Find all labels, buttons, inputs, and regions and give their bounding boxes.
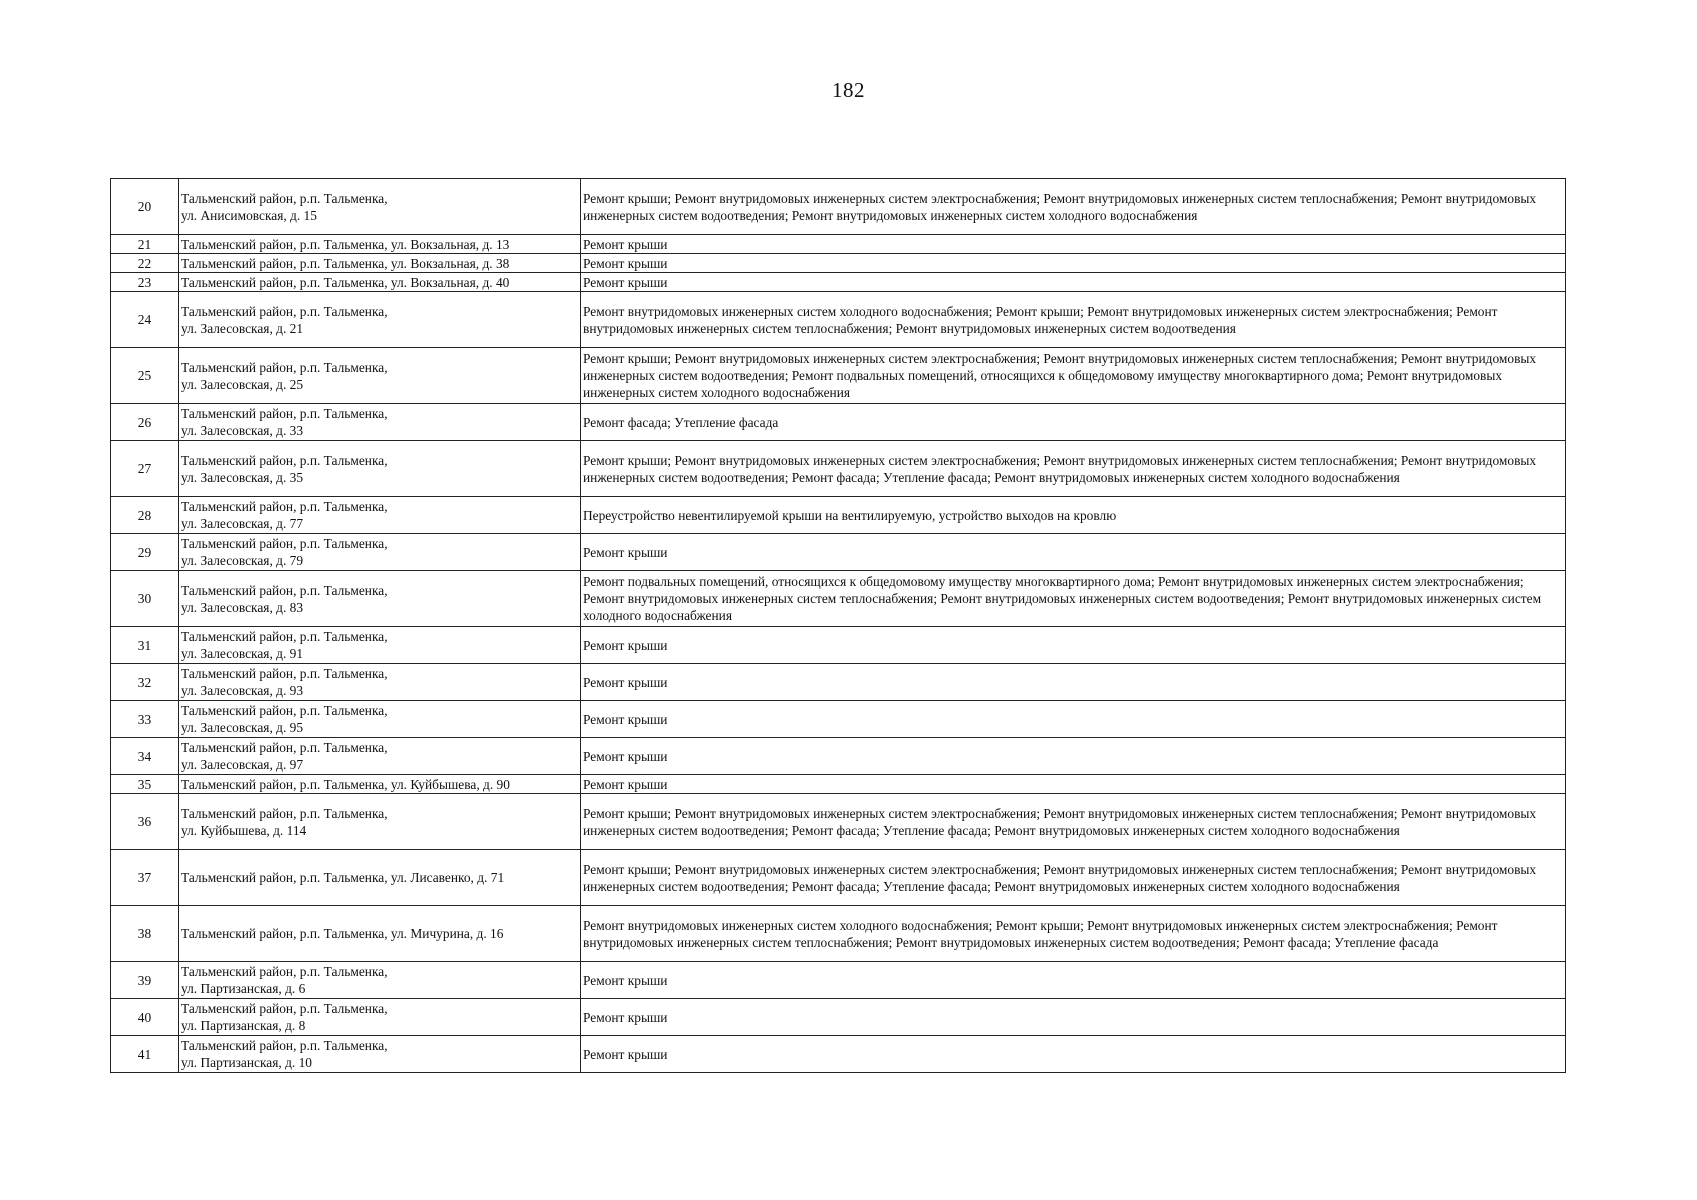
row-number: 34 bbox=[111, 738, 179, 775]
row-works: Ремонт крыши bbox=[581, 701, 1566, 738]
row-works: Ремонт крыши bbox=[581, 664, 1566, 701]
row-address: Тальменский район, р.п. Тальменка, ул. Залесовская, д. 83 bbox=[179, 571, 581, 627]
row-address: Тальменский район, р.п. Тальменка, ул. Залесовская, д. 97 bbox=[179, 738, 581, 775]
table-row bbox=[111, 179, 1566, 235]
row-number: 29 bbox=[111, 534, 179, 571]
row-number: 33 bbox=[111, 701, 179, 738]
row-works: Ремонт крыши bbox=[581, 254, 1566, 273]
row-number: 25 bbox=[111, 348, 179, 404]
row-number: 26 bbox=[111, 404, 179, 441]
row-address: Тальменский район, р.п. Тальменка, ул. Вокзальная, д. 40 bbox=[179, 273, 581, 292]
row-works: Ремонт крыши; Ремонт внутридомовых инженерных систем электроснабжения; Ремонт внутридомовых инженерных систем теплоснабжения; Ремонт внутридомовых инженерных систем водоотведения; Ремонт подвальных помещений, относящихся к общедомовому имуществу многоквартирного дома; Ремонт внутридомовых инженерных систем холодного водоснабжения bbox=[581, 348, 1566, 404]
table-row bbox=[111, 254, 1566, 273]
row-number: 40 bbox=[111, 999, 179, 1036]
row-address: Тальменский район, р.п. Тальменка, ул. Залесовская, д. 93 bbox=[179, 664, 581, 701]
row-address: Тальменский район, р.п. Тальменка, ул. Партизанская, д. 10 bbox=[179, 1036, 581, 1073]
row-works: Ремонт крыши bbox=[581, 999, 1566, 1036]
row-address: Тальменский район, р.п. Тальменка, ул. Куйбышева, д. 114 bbox=[179, 794, 581, 850]
row-number: 31 bbox=[111, 627, 179, 664]
row-address: Тальменский район, р.п. Тальменка, ул. Залесовская, д. 95 bbox=[179, 701, 581, 738]
repair-works-table bbox=[110, 178, 1566, 1073]
table-row bbox=[111, 292, 1566, 348]
row-number: 28 bbox=[111, 497, 179, 534]
row-number: 21 bbox=[111, 235, 179, 254]
row-works: Ремонт крыши bbox=[581, 534, 1566, 571]
row-works: Ремонт крыши; Ремонт внутридомовых инженерных систем электроснабжения; Ремонт внутридомовых инженерных систем теплоснабжения; Ремонт внутридомовых инженерных систем водоотведения; Ремонт фасада; Утепление фасада; Ремонт внутридомовых инженерных систем холодного водоснабжения bbox=[581, 850, 1566, 906]
row-address: Тальменский район, р.п. Тальменка, ул. Партизанская, д. 6 bbox=[179, 962, 581, 999]
row-address: Тальменский район, р.п. Тальменка, ул. Залесовская, д. 21 bbox=[179, 292, 581, 348]
table-row bbox=[111, 962, 1566, 999]
row-works: Ремонт крыши bbox=[581, 627, 1566, 664]
row-number: 41 bbox=[111, 1036, 179, 1073]
table-row bbox=[111, 627, 1566, 664]
row-works: Ремонт крыши bbox=[581, 273, 1566, 292]
table-row bbox=[111, 775, 1566, 794]
table-row bbox=[111, 273, 1566, 292]
row-address: Тальменский район, р.п. Тальменка, ул. Залесовская, д. 33 bbox=[179, 404, 581, 441]
row-works: Ремонт крыши bbox=[581, 962, 1566, 999]
row-address: Тальменский район, р.п. Тальменка, ул. Партизанская, д. 8 bbox=[179, 999, 581, 1036]
table-row bbox=[111, 441, 1566, 497]
table-row bbox=[111, 404, 1566, 441]
row-address: Тальменский район, р.п. Тальменка, ул. Лисавенко, д. 71 bbox=[179, 850, 581, 906]
row-number: 27 bbox=[111, 441, 179, 497]
table-row bbox=[111, 999, 1566, 1036]
table-row bbox=[111, 701, 1566, 738]
row-number: 36 bbox=[111, 794, 179, 850]
row-number: 35 bbox=[111, 775, 179, 794]
row-address: Тальменский район, р.п. Тальменка, ул. Вокзальная, д. 13 bbox=[179, 235, 581, 254]
row-address: Тальменский район, р.п. Тальменка, ул. Залесовская, д. 77 bbox=[179, 497, 581, 534]
row-number: 23 bbox=[111, 273, 179, 292]
row-works: Ремонт крыши; Ремонт внутридомовых инженерных систем электроснабжения; Ремонт внутридомовых инженерных систем теплоснабжения; Ремонт внутридомовых инженерных систем водоотведения; Ремонт внутридомовых инженерных систем холодного водоснабжения bbox=[581, 179, 1566, 235]
table-row bbox=[111, 235, 1566, 254]
row-address: Тальменский район, р.п. Тальменка, ул. Анисимовская, д. 15 bbox=[179, 179, 581, 235]
row-address: Тальменский район, р.п. Тальменка, ул. Вокзальная, д. 38 bbox=[179, 254, 581, 273]
row-number: 30 bbox=[111, 571, 179, 627]
row-works: Ремонт крыши bbox=[581, 738, 1566, 775]
row-number: 20 bbox=[111, 179, 179, 235]
row-number: 39 bbox=[111, 962, 179, 999]
table-row bbox=[111, 664, 1566, 701]
row-address: Тальменский район, р.п. Тальменка, ул. Мичурина, д. 16 bbox=[179, 906, 581, 962]
table-row bbox=[111, 1036, 1566, 1073]
row-works: Ремонт подвальных помещений, относящихся к общедомовому имуществу многоквартирного дома; Ремонт внутридомовых инженерных систем электроснабжения; Ремонт внутридомовых инженерных систем теплоснабжения; Ремонт внутридомовых инженерных систем водоотведения; Ремонт внутридомовых инженерных систем холодного водоснабжения bbox=[581, 571, 1566, 627]
row-number: 38 bbox=[111, 906, 179, 962]
table-row bbox=[111, 850, 1566, 906]
page-number: 182 bbox=[832, 78, 865, 102]
row-works: Переустройство невентилируемой крыши на вентилируемую, устройство выходов на кровлю bbox=[581, 497, 1566, 534]
row-number: 22 bbox=[111, 254, 179, 273]
row-works: Ремонт внутридомовых инженерных систем холодного водоснабжения; Ремонт крыши; Ремонт внутридомовых инженерных систем электроснабжения; Ремонт внутридомовых инженерных систем теплоснабжения; Ремонт внутридомовых инженерных систем водоотведения; Ремонт фасада; Утепление фасада bbox=[581, 906, 1566, 962]
row-address: Тальменский район, р.п. Тальменка, ул. Куйбышева, д. 90 bbox=[179, 775, 581, 794]
row-number: 37 bbox=[111, 850, 179, 906]
table-row bbox=[111, 497, 1566, 534]
table-row bbox=[111, 906, 1566, 962]
row-works: Ремонт крыши bbox=[581, 235, 1566, 254]
row-address: Тальменский район, р.п. Тальменка, ул. Залесовская, д. 79 bbox=[179, 534, 581, 571]
table-row bbox=[111, 348, 1566, 404]
row-address: Тальменский район, р.п. Тальменка, ул. Залесовская, д. 25 bbox=[179, 348, 581, 404]
row-number: 32 bbox=[111, 664, 179, 701]
table-row bbox=[111, 794, 1566, 850]
row-works: Ремонт крыши; Ремонт внутридомовых инженерных систем электроснабжения; Ремонт внутридомовых инженерных систем теплоснабжения; Ремонт внутридомовых инженерных систем водоотведения; Ремонт фасада; Утепление фасада; Ремонт внутридомовых инженерных систем холодного водоснабжения bbox=[581, 441, 1566, 497]
row-address: Тальменский район, р.п. Тальменка, ул. Залесовская, д. 91 bbox=[179, 627, 581, 664]
row-number: 24 bbox=[111, 292, 179, 348]
table-row bbox=[111, 534, 1566, 571]
table-row bbox=[111, 571, 1566, 627]
row-works: Ремонт крыши bbox=[581, 1036, 1566, 1073]
row-address: Тальменский район, р.п. Тальменка, ул. Залесовская, д. 35 bbox=[179, 441, 581, 497]
table-row bbox=[111, 738, 1566, 775]
row-works: Ремонт внутридомовых инженерных систем холодного водоснабжения; Ремонт крыши; Ремонт внутридомовых инженерных систем электроснабжения; Ремонт внутридомовых инженерных систем теплоснабжения; Ремонт внутридомовых инженерных систем водоотведения bbox=[581, 292, 1566, 348]
row-works: Ремонт крыши; Ремонт внутридомовых инженерных систем электроснабжения; Ремонт внутридомовых инженерных систем теплоснабжения; Ремонт внутридомовых инженерных систем водоотведения; Ремонт фасада; Утепление фасада; Ремонт внутридомовых инженерных систем холодного водоснабжения bbox=[581, 794, 1566, 850]
row-works: Ремонт крыши bbox=[581, 775, 1566, 794]
row-works: Ремонт фасада; Утепление фасада bbox=[581, 404, 1566, 441]
